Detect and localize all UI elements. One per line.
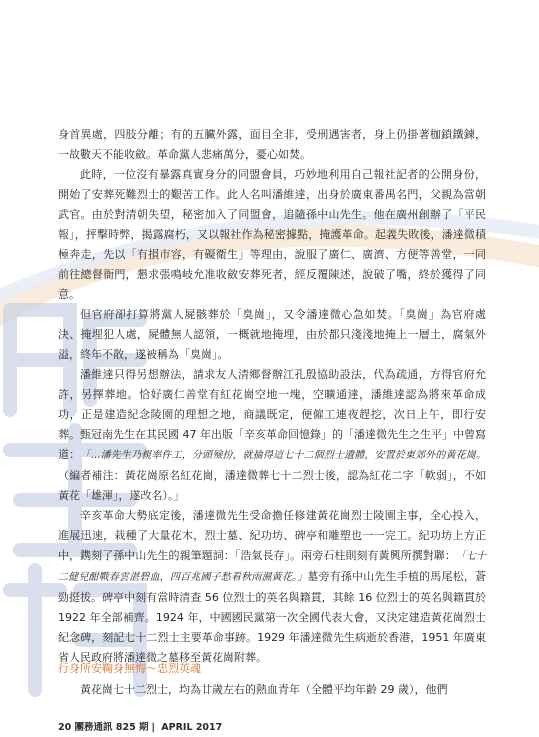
paragraph-5-tail: 墓旁有孫中山先生手植的馬尾松，蒼勁挺拔。碑亭中刻有當時清查 56 位烈士的英名與籍貫，其餘 16 位烈士的英名與籍貫於 1922 年全部補齊。1924 年，中國國民黨第一次全國代表大會，又決定建造黃花崗烈士紀念碑，刻記七十二烈士主要革命事跡。1929 年潘達微先生病逝於香港，1951 年廣東省人民政府將潘達微之墓移至黃花崗附葬。 bbox=[58, 570, 486, 664]
section-body: 黃花崗七十二烈士，均為廿歲左右的熱血青年（全體平均年齡 29 歲），他們 bbox=[80, 683, 448, 696]
paragraph-3: 但官府卻打算將黨人屍骸葬於「臭崗」，又令潘達微心急如焚。「臭崗」為官府處決、掩埋犯人處，屍體無人認領，一概就地掩埋，由於都只淺淺地掩上一層土，腐氣外溢，終年不散，遂被稱為「臭崗」。 bbox=[58, 308, 486, 361]
article-body bbox=[58, 125, 486, 668]
issue-date: APRIL 2017 bbox=[161, 722, 223, 733]
editor-note: （編者補注：黃花崗原名紅花崗，潘達微葬七十二烈士後，認為紅花二字「軟弱」，不如黃花「雄渾」，遂改名）。」 bbox=[58, 469, 486, 502]
paragraph-5-head: 辛亥革命大勢底定後，潘達微先生受命擔任修建黃花崗烈士陵園主事，全心投入，進展迅速，栽種了大量花木，烈士墓、紀功坊、碑亭和雕塑也一一完工。紀功坊上方正中，鎸刻了孫中山先生的親筆題詞：「浩氣長存」。兩旁石柱則刻有黃興所撰對聯： bbox=[58, 509, 486, 562]
footer-separator: | bbox=[151, 722, 155, 733]
couplet-quote: 「七十二健兒酣戰春雲湛碧血，四百兆國子愁看秋雨濕黃花。」 bbox=[58, 551, 487, 583]
publication-name: 團務通訊 825 期 bbox=[74, 722, 149, 733]
section-heading: 行身所安鞠身無悔～忠烈英魂 bbox=[58, 662, 201, 675]
paragraph-2: 此時，一位沒有暴露真實身分的同盟會員，巧妙地利用自己報社記者的公開身份，開始了安葬死難烈士的艱苦工作。此人名叫潘維達，出身於廣東番禺名門，父親為當朝武官。由於對清朝失望，秘密加入了同盟會，追隨孫中山先生。他在廣州創辦了「平民報」，抨擊時弊，揭露腐朽，又以報社作為秘密據點，掩護革命。起義失敗後，潘達微積極奔走，先以「有損市容，有礙衛生」等理由，說服了廣仁、廣濟、方便等善堂，一同前往總督衙門，懇求張鳴岐允准收斂安葬死者，經反覆陳述，說破了嘴，終於獲得了同意。 bbox=[58, 168, 486, 301]
paragraph-4 bbox=[58, 365, 486, 506]
paragraph-4-text: 潘維達只得另想辦法，請求友人清鄉督辦江孔殷協助設法，代為疏通，方得官府允許，另擇葬地。恰好廣仁善堂有紅花崗空地一塊，空曠通達，潘維達認為將來革命成功，正是建造紀念陵園的理想之地，商議既定，便僱工連夜趕挖，次日上午，即行安葬。甄冠南先生在其民國 47 年出版「辛亥革命回憶錄」的「潘達微先生之生平」中曾寫道： bbox=[58, 368, 486, 461]
memoir-quote: 「…潘先生乃親率仵工，分頭殮扮，就掄得這七十二個烈士遺體，安置於東郊外的黃花崗。 bbox=[80, 450, 487, 461]
page-number: 20 bbox=[58, 722, 72, 733]
paragraph-5 bbox=[58, 506, 486, 668]
page-footer bbox=[58, 719, 222, 733]
paragraph-1: 身首異處，四肢分離；有的五臟外露，面目全非，受刑遇害者，身上仍掛著枷鎖鐵鍊，一故數天不能收斂。革命黨人悲痛萬分，憂心如焚。 bbox=[58, 128, 486, 161]
